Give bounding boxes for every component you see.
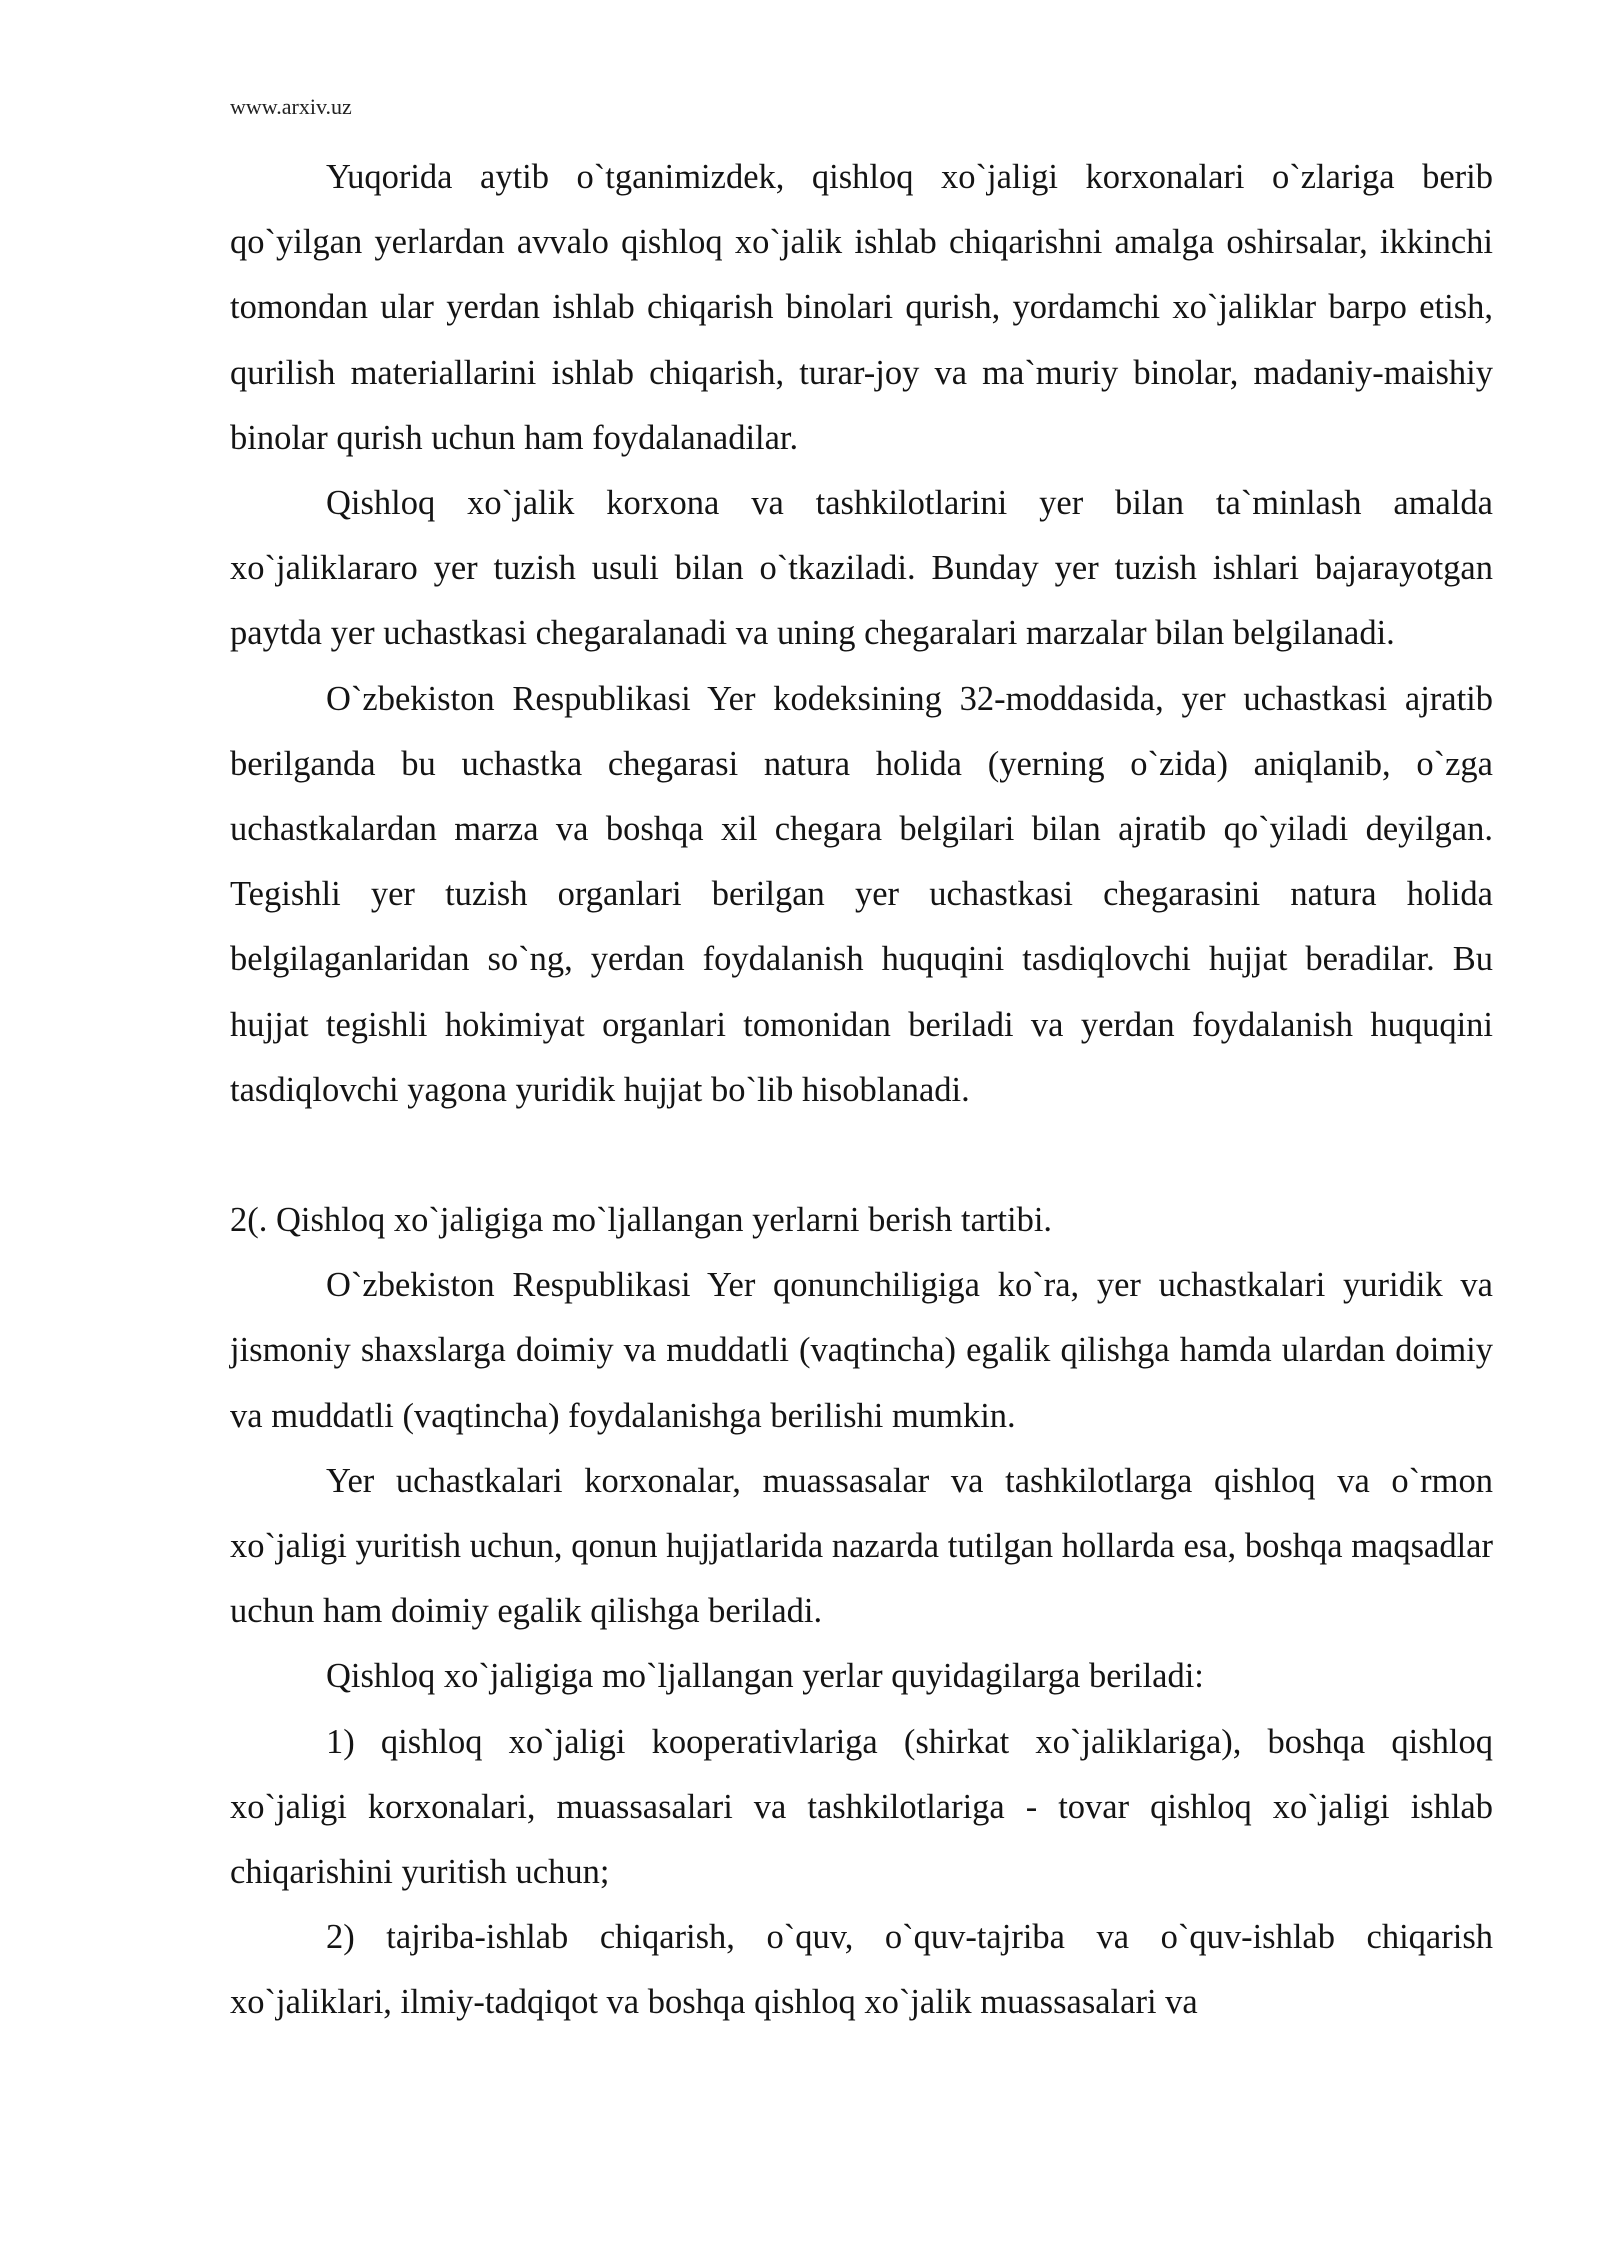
list-item: 1) qishloq xo`jaligi kooperativlariga (shirkat xo`jaliklariga), boshqa qishloq xo`jaligi korxonalari, muassasalari va tashkilotlariga - tovar qishloq xo`jaligi ishlab chiqarishini yuritish uchun; (230, 1722, 1493, 1892)
document-body (230, 145, 1493, 2036)
list-item: 2) tajriba-ishlab chiqarish, o`quv, o`quv-tajriba va o`quv-ishlab chiqarish xo`jaliklari, ilmiy-tadqiqot va boshqa qishloq xo`jalik muassasalari va (230, 1918, 1493, 2022)
paragraph: O`zbekiston Respublikasi Yer kodeksining 32-moddasida, yer uchastkasi ajratib berilganda bu uchastka chegarasi natura holida (yerning o`zida) aniqlanib, o`zga uchastkalardan marza va boshqa xil chegara belgilari bilan ajratib qo`yiladi deyilgan. Tegishli yer tuzish organlari berilgan yer uchastkasi chegarasini natura holida belgilaganlaridan so`ng, yerdan foydalanish huquqini tasdiqlovchi hujjat beradilar. Bu hujjat tegishli hokimiyat organlari tomonidan beriladi va yerdan foydalanish huquqini tasdiqlovchi yagona yuridik hujjat bo`lib hisoblanadi. (230, 679, 1493, 1109)
site-url: www.arxiv.uz (230, 94, 352, 119)
paragraph: Yer uchastkalari korxonalar, muassasalar va tashkilotlarga qishloq va o`rmon xo`jaligi yuritish uchun, qonun hujjatlarida nazarda tutilgan hollarda esa, boshqa maqsadlar uchun ham doimiy egalik qilishga beriladi. (230, 1461, 1493, 1631)
paragraph: Qishloq xo`jaligiga mo`ljallangan yerlar quyidagilarga beriladi: (326, 1657, 1204, 1696)
paragraph: O`zbekiston Respublikasi Yer qonunchiligiga ko`ra, yer uchastkalari yuridik va jismoniy shaxslarga doimiy va muddatli (vaqtincha) egalik qilishga hamda ulardan doimiy va muddatli (vaqtincha) foydalanishga berilishi mumkin. (230, 1266, 1493, 1435)
paragraph: Qishloq xo`jalik korxona va tashkilotlarini yer bilan ta`minlash amalda xo`jaliklararo yer tuzish usuli bilan o`tkaziladi. Bunday yer tuzish ishlari bajarayotgan paytda yer uchastkasi chegaralanadi va uning chegaralari marzalar bilan belgilanadi. (230, 484, 1493, 653)
section-heading: 2(. Qishloq xo`jaligiga mo`ljallangan yerlarni berish tartibi. (230, 1201, 1053, 1240)
paragraph: Yuqorida aytib o`tganimizdek, qishloq xo`jaligi korxonalari o`zlariga berib qo`yilgan yerlardan avvalo qishloq xo`jalik ishlab chiqarishni amalga oshirsalar, ikkinchi tomondan ular yerdan ishlab chiqarish binolari qurish, yordamchi xo`jaliklar barpo etish, qurilish materiallarini ishlab chiqarish, turar-joy va ma`muriy binolar, madaniy-maishiy binolar qurish uchun ham foydalanadilar. (230, 158, 1493, 457)
